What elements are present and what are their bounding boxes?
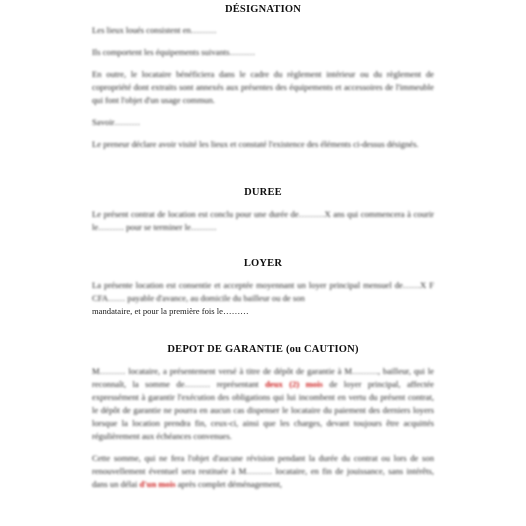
paragraph: Ils comportent les équipements suivants………: [92, 47, 256, 57]
paragraph-text: de loyer principal, affectée expressément à garantir l'exécution des obligations qui lui incombent en vertu du présent contrat, le dépôt de garantie ne pourra en aucun cas dispenser le locataire du paiement des derniers loyers lorsque la location prendra fin, ceux-ci, ainsi que les charges, devant toujours être acquittés régulièrement aux échéances convenues.: [92, 379, 435, 441]
paragraph: Les lieux loués consistent en………: [92, 25, 217, 35]
section-depot-garantie: [92, 344, 434, 491]
paragraph-text: après complet déménagement,: [177, 479, 283, 489]
paragraph-text: M……… locataire, a présentement versé à titre de dépôt de garantie à M………, bailleur, qui le reconnaît, la somme de……… représentant: [92, 366, 434, 389]
paragraph: [92, 452, 434, 491]
section-duree: [92, 187, 434, 234]
section-loyer: [92, 258, 434, 318]
highlight-text: deux (2) mois: [265, 379, 323, 389]
paragraph-text: La présente location est consentie et acceptée moyennant un loyer principal mensuel de……X F CFA…… payable d'avance, au domicile du bailleur ou de son: [92, 280, 434, 303]
highlight-text: d'un mois: [139, 479, 176, 489]
paragraph: Savoir………: [92, 117, 141, 127]
paragraph: Le présent contrat de location est conclu pour une durée de………X ans qui commencera à courir le……… pour se terminer le………: [92, 209, 434, 232]
section-title-designation: DÉSIGNATION: [224, 4, 302, 15]
section-title-depot-garantie: DEPOT DE GARANTIE (ou CAUTION): [167, 344, 359, 355]
paragraph: En outre, le locataire bénéficiera dans le cadre du règlement intérieur ou du règlement de copropriété dont extraits sont annexés aux présentes des équipements et accessoires de l'immeuble qui font l'objet d'un usage commun.: [92, 69, 434, 105]
paragraph: [92, 365, 434, 443]
paragraph: [92, 279, 434, 318]
paragraph-text-sharp: mandataire, et pour la première fois le………: [92, 306, 249, 316]
section-title-duree: DUREE: [244, 187, 282, 198]
section-title-loyer: LOYER: [243, 258, 283, 269]
section-designation: [92, 0, 434, 151]
paragraph: Le preneur déclare avoir visité les lieux et constaté l'existence des éléments ci-dessus désignés.: [92, 139, 419, 149]
paragraph-text: Cette somme, qui ne fera l'objet d'aucune révision pendant la durée du contrat ou lors de son renouvellement éventuel sera restituée à M……… locataire, en fin de jouissance, sans intérêts, dans un délai: [92, 453, 434, 489]
